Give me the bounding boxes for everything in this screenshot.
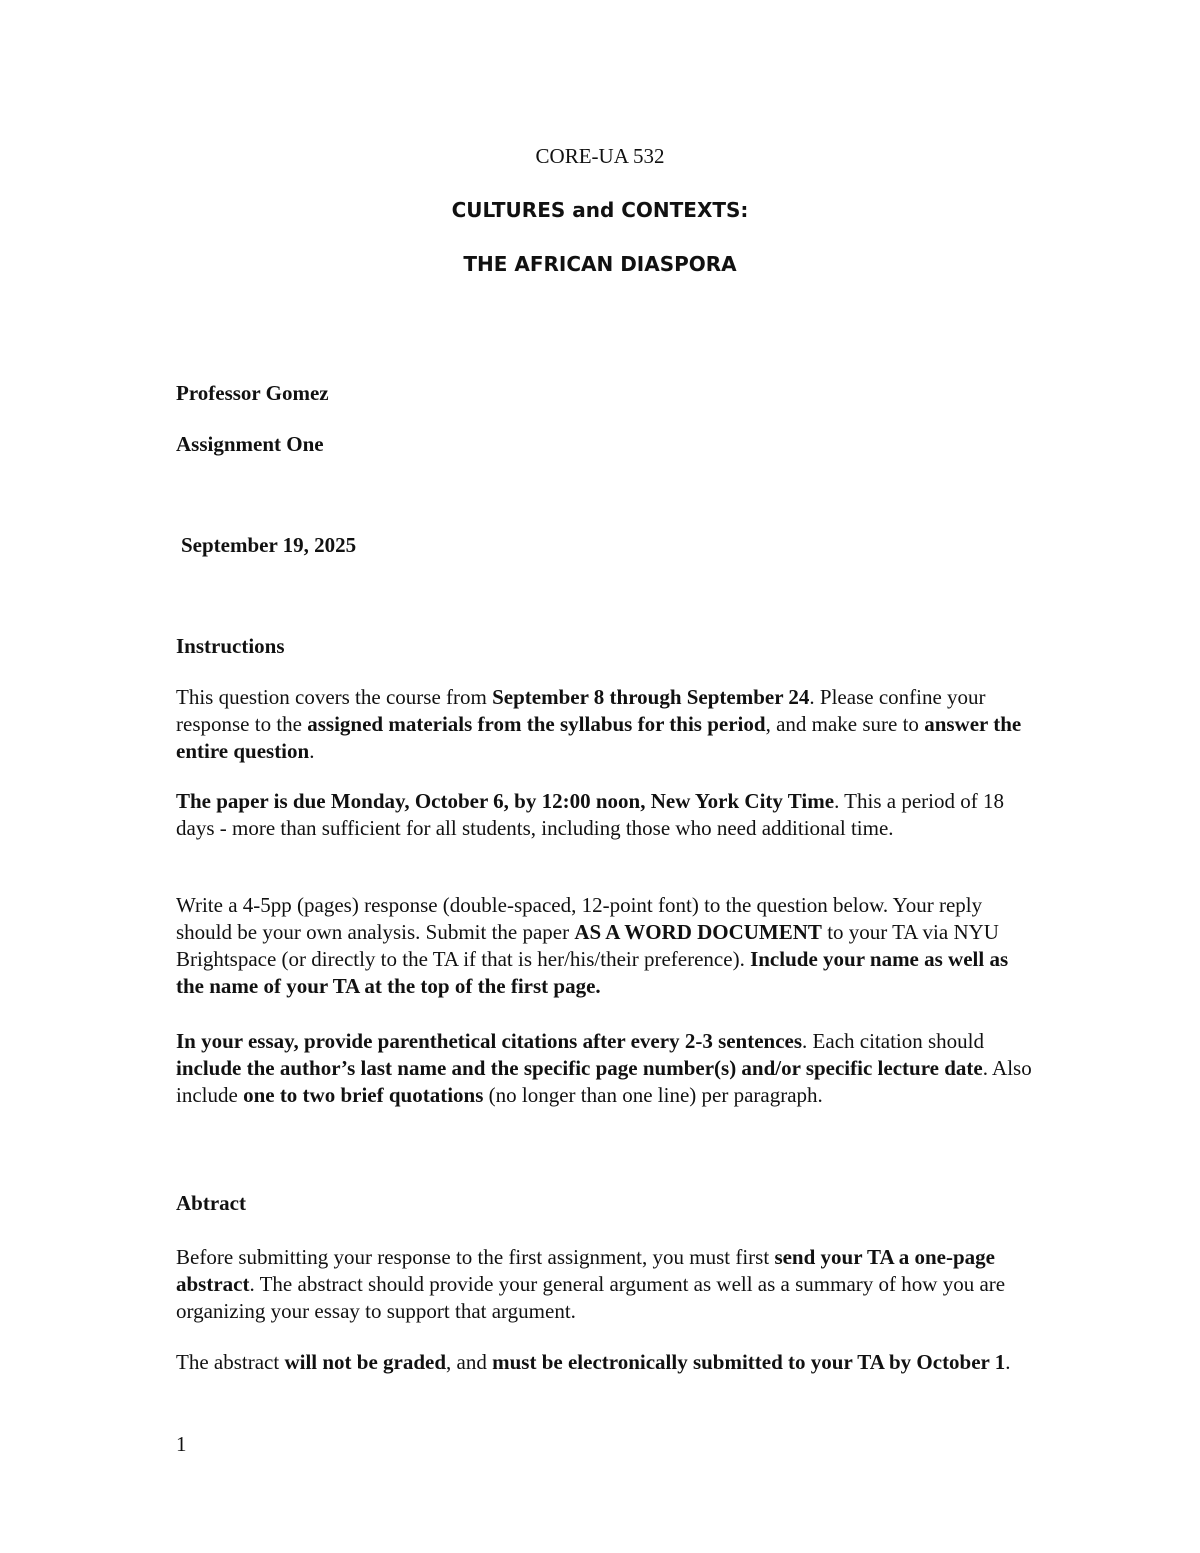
- page-number: 1: [176, 1432, 187, 1456]
- bold-text-run: will not be graded: [284, 1350, 447, 1374]
- text-run: (no longer than one line) per paragraph.: [483, 1083, 823, 1107]
- text-run: . This a period of 18 days - more than sufficient for all students, including those who need additional time.: [176, 789, 1004, 840]
- bold-text-run: one to two brief quotations: [243, 1083, 484, 1107]
- course-title-line-2: THE AFRICAN DIASPORA: [463, 252, 737, 276]
- text-run: The abstract: [176, 1350, 285, 1374]
- text-run: to your TA via NYU Brightspace (or directly to the TA if that is her/his/their preference).: [176, 920, 999, 971]
- bold-text-run: answer the entire question: [176, 712, 1022, 763]
- text-run: This question covers the course from: [176, 685, 493, 709]
- professor-name: Professor Gomez: [176, 381, 329, 405]
- text-run: Before submitting your response to the first assignment, you must first: [176, 1245, 775, 1269]
- bold-text-run: assigned materials from the syllabus for this period: [307, 712, 766, 736]
- text-run: . Also include: [176, 1056, 1032, 1107]
- abstract-paragraph-2: [176, 1349, 1036, 1376]
- bold-text-run: In your essay, provide parenthetical citations after every 2-3 sentences: [176, 1029, 803, 1053]
- abstract-heading: Abtract: [176, 1191, 246, 1215]
- assignment-date: September 19, 2025: [181, 533, 357, 557]
- text-run: , and: [446, 1350, 493, 1374]
- instructions-paragraph-3: [176, 892, 1036, 1000]
- abstract-paragraph-1: [176, 1244, 1036, 1325]
- instructions-paragraph-2: [176, 788, 1036, 842]
- text-run: .: [309, 739, 315, 763]
- instructions-paragraph-4: [176, 1028, 1036, 1109]
- text-run: . The abstract should provide your general argument as well as a summary of how you are organizing your essay to support that argument.: [176, 1272, 1006, 1323]
- instructions-heading: Instructions: [176, 634, 285, 658]
- course-code: CORE-UA 532: [535, 144, 665, 168]
- bold-text-run: AS A WORD DOCUMENT: [574, 920, 822, 944]
- text-run: Write a 4-5pp (pages) response (double-spaced, 12-point font) to the question below. Your reply should be your own analysis. Submit the paper: [176, 893, 983, 944]
- bold-text-run: send your TA a one-page abstract: [176, 1245, 995, 1296]
- bold-text-run: include the author’s last name and the specific page number(s) and/or specific lecture date: [176, 1056, 983, 1080]
- text-run: .: [1005, 1350, 1011, 1374]
- text-run: . Please confine your response to the: [176, 685, 986, 736]
- assignment-label: Assignment One: [176, 432, 324, 456]
- text-run: , and make sure to: [765, 712, 925, 736]
- course-title-line-1: CULTURES and CONTEXTS:: [451, 198, 749, 222]
- text-run: . Each citation should: [802, 1029, 985, 1053]
- bold-text-run: The paper is due Monday, October 6, by 12:00 noon, New York City Time: [176, 789, 835, 813]
- bold-text-run: September 8 through September 24: [492, 685, 810, 709]
- bold-text-run: Include your name as well as the name of your TA at the top of the first page.: [176, 947, 1009, 998]
- instructions-paragraph-1: [176, 684, 1036, 765]
- bold-text-run: must be electronically submitted to your TA by October 1: [492, 1350, 1006, 1374]
